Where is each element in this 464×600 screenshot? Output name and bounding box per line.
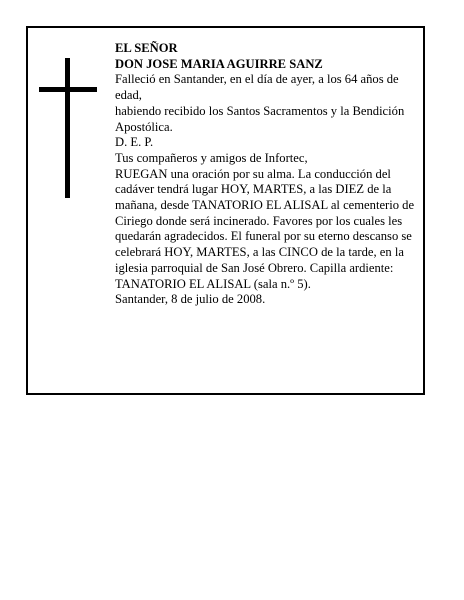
deceased-name: DON JOSE MARIA AGUIRRE SANZ (115, 56, 323, 71)
cross-horizontal-bar (39, 87, 97, 92)
signers-line: Tus compañeros y amigos de Infortec, (115, 150, 308, 165)
obituary-notice (26, 26, 425, 395)
place-and-date: Santander, 8 de julio de 2008. (115, 292, 266, 307)
notice-content (115, 41, 420, 308)
latin-cross-icon (39, 58, 97, 198)
sacraments-statement: habiendo recibido los Santos Sacramentos y la Bendición Apostólica. (115, 103, 405, 134)
notice-body: RUEGAN una oración por su alma. La conducción del cadáver tendrá lugar HOY, MARTES, a las DIEZ de la mañana, desde TANATORIO EL ALISAL al cementerio de Ciriego donde será incinerado. Favores por los cuales les quedarán agradecidos. El funeral por su eterno descanso se celebrará HOY, MARTES, a las CINCO de la tarde, en la iglesia parroquial de San José Obrero. Capilla ardiente: TANATORIO EL ALISAL (sala n.º 5). (115, 166, 415, 291)
cross-vertical-bar (65, 58, 70, 198)
rest-in-peace: D. E. P. (115, 135, 154, 150)
death-statement: Falleció en Santander, en el día de ayer, a los 64 años de edad, (115, 72, 399, 103)
notice-title: EL SEÑOR (115, 41, 178, 55)
